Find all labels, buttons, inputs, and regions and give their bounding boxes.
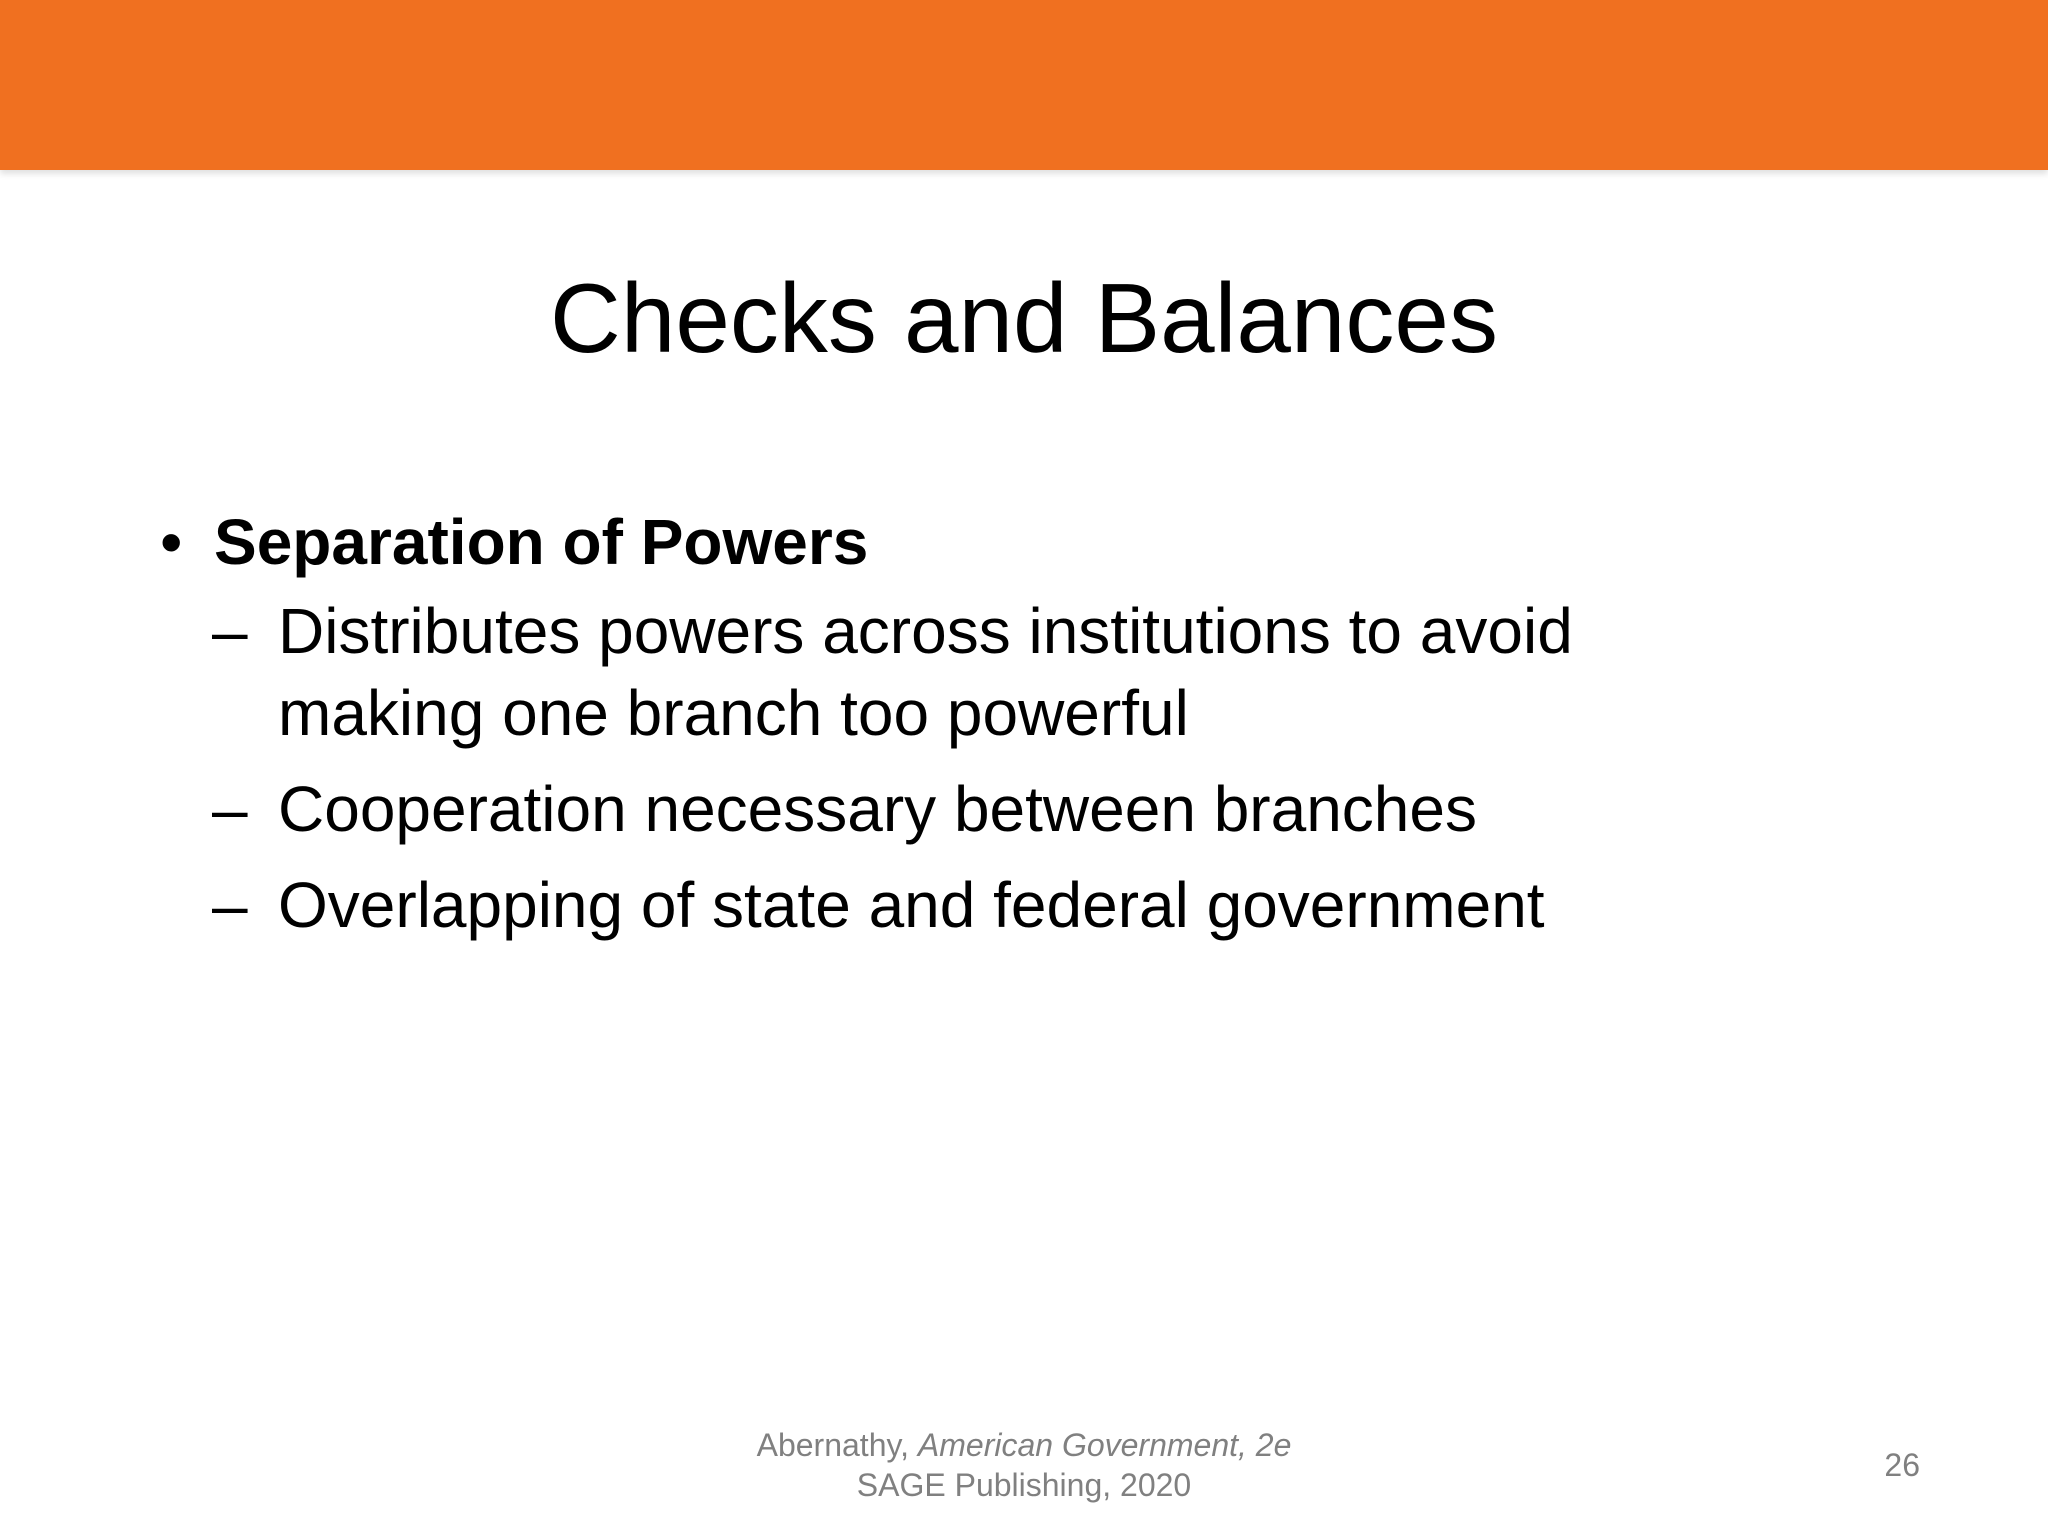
footer-citation [624,1425,1424,1505]
sub-bullet-item [160,864,1760,946]
slide-content [160,500,1760,960]
citation-work: American Government, 2e [917,1427,1292,1463]
dash-marker: – [212,773,248,845]
sub-bullet-item [160,590,1760,754]
page-number: 26 [1884,1447,1920,1483]
dash-marker: – [212,869,248,941]
bullet-marker: • [160,506,183,578]
citation-publisher: SAGE Publishing, 2020 [856,1467,1192,1503]
sub-bullet-list [160,590,1760,946]
sub-bullet-text: Cooperation necessary between branches [278,773,1477,845]
dash-marker: – [212,595,248,667]
header-accent-bar [0,0,2048,170]
bullet-text: Separation of Powers [214,506,869,578]
sub-bullet-text: Distributes powers across institutions to avoid making one branch too powerful [278,595,1573,749]
citation-line-1 [624,1425,1424,1465]
bullet-item [160,500,1760,584]
citation-author: Abernathy, [756,1427,918,1463]
sub-bullet-item [160,768,1760,850]
slide-title: Checks and Balances [550,263,1498,373]
sub-bullet-text: Overlapping of state and federal government [278,869,1545,941]
